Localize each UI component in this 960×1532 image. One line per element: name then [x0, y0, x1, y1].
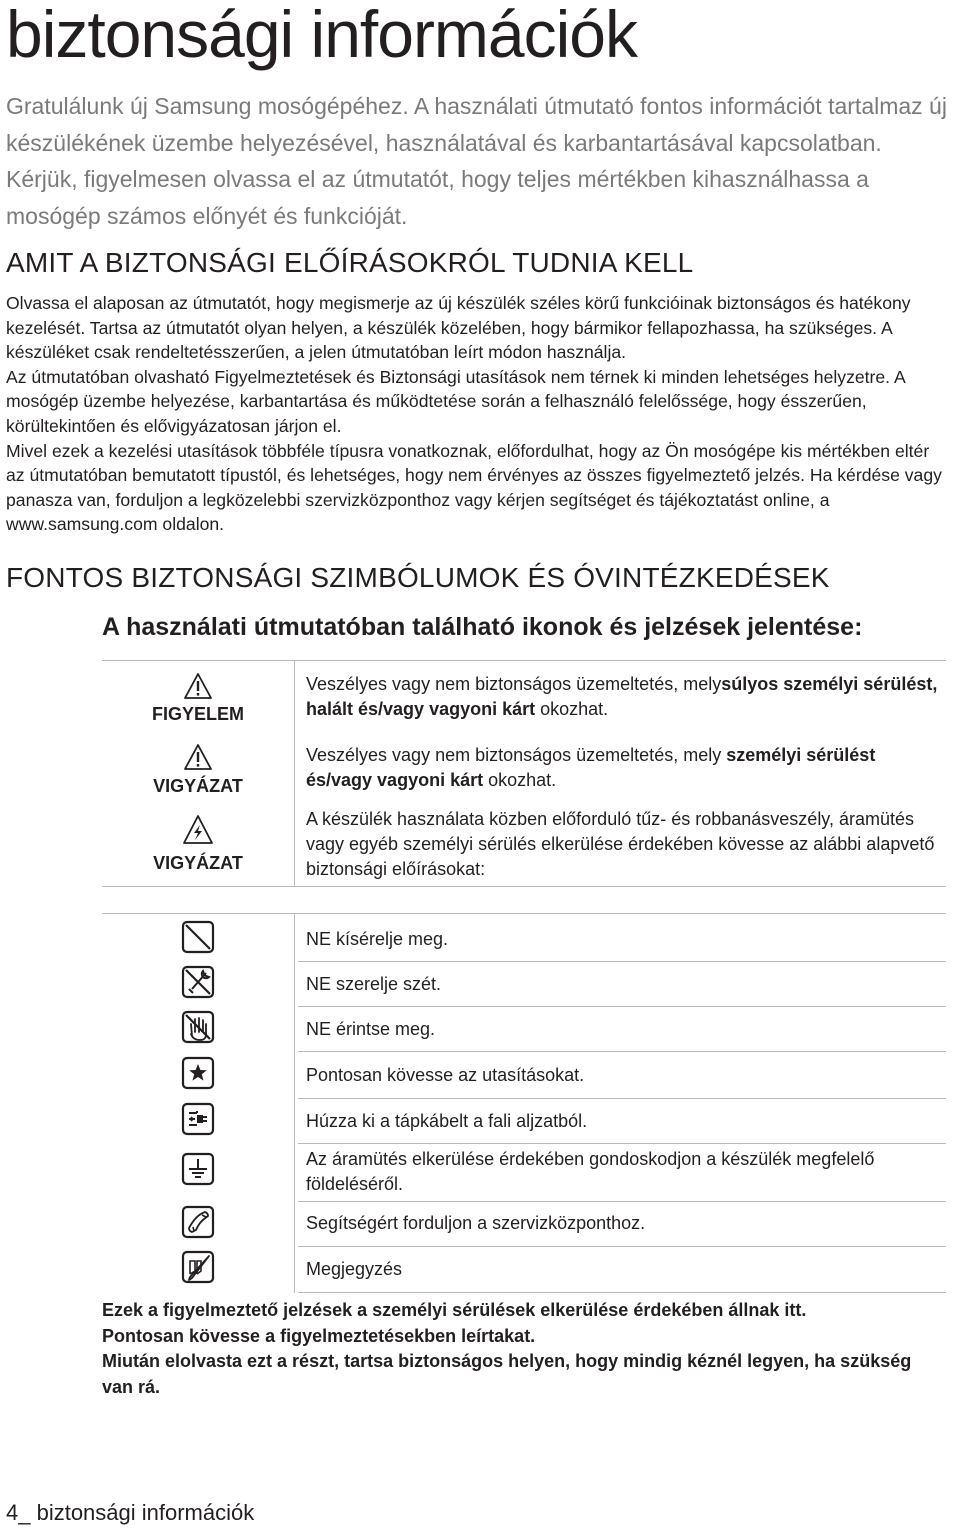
warning-description: Veszélyes vagy nem biztonságos üzemeltetés, melysúlyos személyi sérülést, halált és/vagy vagyoni kárt okozhat. — [306, 674, 938, 719]
symbol-text: Az áramütés elkerülése érdekében gondoskodjon a készülék megfelelő földeléséről. — [306, 1149, 875, 1194]
page-number: 4_ biztonsági információk — [6, 1500, 255, 1525]
note-icon — [181, 1250, 215, 1284]
symbol-text: Segítségért forduljon a szervizközponthoz. — [306, 1213, 646, 1233]
electric-caution-label: VIGYÁZAT — [153, 853, 243, 873]
symbol-row-rule — [298, 1006, 946, 1007]
footer-note: Ezek a figyelmeztető jelzések a személyi sérülések elkerülése érdekében állnak itt. — [102, 1300, 807, 1320]
symbol-text: Pontosan kövesse az utasításokat. — [306, 1065, 585, 1085]
warning-triangle-icon — [183, 672, 213, 700]
symbols-column-divider — [294, 913, 295, 1293]
footer-notes — [102, 1298, 942, 1400]
symbol-row-rule — [298, 1292, 946, 1293]
symbol-text: NE szerelje szét. — [306, 974, 442, 994]
symbol-text: Megjegyzés — [306, 1259, 403, 1279]
symbol-row-rule — [298, 1201, 946, 1202]
symbol-text: NE kísérelje meg. — [306, 929, 449, 949]
table-bottom-rule — [102, 886, 946, 887]
symbol-row-rule — [298, 1246, 946, 1247]
table-column-divider — [294, 660, 295, 886]
symbol-text: NE érintse meg. — [306, 1019, 436, 1039]
symbols-top-rule — [102, 913, 946, 914]
table-top-rule — [102, 660, 946, 661]
intro-paragraph: Gratulálunk új Samsung mosógépéhez. A használati útmutató fontos információt tartalmaz új készülékének üzembe helyezésével, használatával és karbantartásával kapcsolatban. Kérjük, figyelmesen olvassa el az útmutatót, hogy teljes mértékben kihasználhassa a mosógép számos előnyét és funkcióját. — [6, 93, 947, 229]
safety-info-body — [6, 291, 946, 537]
section-heading-safety-info: AMIT A BIZTONSÁGI ELŐÍRÁSOKRÓL TUDNIA KELL — [6, 247, 694, 278]
phone-icon — [181, 1205, 215, 1239]
section-heading-symbols: FONTOS BIZTONSÁGI SZIMBÓLUMOK ÉS ÓVINTÉZKEDÉSEK — [6, 562, 830, 593]
body-paragraph: Olvassa el alaposan az útmutatót, hogy megismerje az új készülék széles körű funkcióinak biztonságos és hatékony kezelését. Tartsa az útmutatót olyan helyen, a készülék közelében, hogy bármikor fellapozhassa, ha szükséges. A készüléket csak rendeltetésszerűen, a jelen útmutatóban leírt módon használja. — [6, 293, 911, 363]
footer-note: Miután elolvasta ezt a részt, tartsa biztonságos helyen, hogy mindig kéznél legyen, ha szükség van rá. — [102, 1351, 912, 1397]
warning-label: FIGYELEM — [151, 704, 244, 724]
symbol-row-rule — [298, 1143, 946, 1144]
ground-icon — [181, 1152, 215, 1186]
do-not-touch-icon — [181, 1010, 215, 1044]
symbol-row-rule — [298, 1098, 946, 1099]
warning-triangle-icon — [183, 743, 213, 771]
symbol-row-rule — [298, 1051, 946, 1052]
do-not-attempt-icon — [181, 920, 215, 954]
page-title: biztonsági információk — [6, 0, 637, 71]
body-paragraph: Mivel ezek a kezelési utasítások többféle típusra vonatkoznak, előfordulhat, hogy az Ön mosógépe kis mértékben eltér az útmutatóban bemutatott típustól, és lehetséges, hogy nem érvényes az összes figyelmeztető jelzés. Ha kérdése vagy panasza van, forduljon a legközelebbi szervizközponthoz vagy kérjen segítséget és tájékoztatást online, a www.samsung.com oldalon. — [6, 440, 942, 535]
follow-instructions-icon — [181, 1056, 215, 1090]
symbols-subheading: A használati útmutatóban található ikonok és jelzések jelentése: — [102, 613, 863, 641]
caution-description: Veszélyes vagy nem biztonságos üzemeltetés, mely személyi sérülést és/vagy vagyoni kárt okozhat. — [306, 745, 876, 790]
do-not-disassemble-icon — [181, 965, 215, 999]
caution-label: VIGYÁZAT — [153, 776, 243, 796]
symbol-text: Húzza ki a tápkábelt a fali aljzatból. — [306, 1111, 588, 1131]
electric-caution-description: A készülék használata közben előforduló tűz- és robbanásveszély, áramütés vagy egyéb személyi sérülés elkerülése érdekében kövesse az alábbi alapvető biztonsági előírásokat: — [306, 809, 935, 879]
footer-note: Pontosan kövesse a figyelmeztetésekben leírtakat. — [102, 1325, 536, 1346]
unplug-icon — [181, 1102, 215, 1136]
symbol-row-rule — [298, 961, 946, 962]
body-paragraph: Az útmutatóban olvasható Figyelmeztetések és Biztonsági utasítások nem térnek ki minden lehetséges helyzetre. A mosógép üzembe helyezése, karbantartása és működtetése során a felhasználó felelőssége, hogy ésszerűen, körültekintően és elővigyázatosan járjon el. — [6, 366, 905, 436]
electric-shock-warning-icon — [182, 814, 214, 846]
